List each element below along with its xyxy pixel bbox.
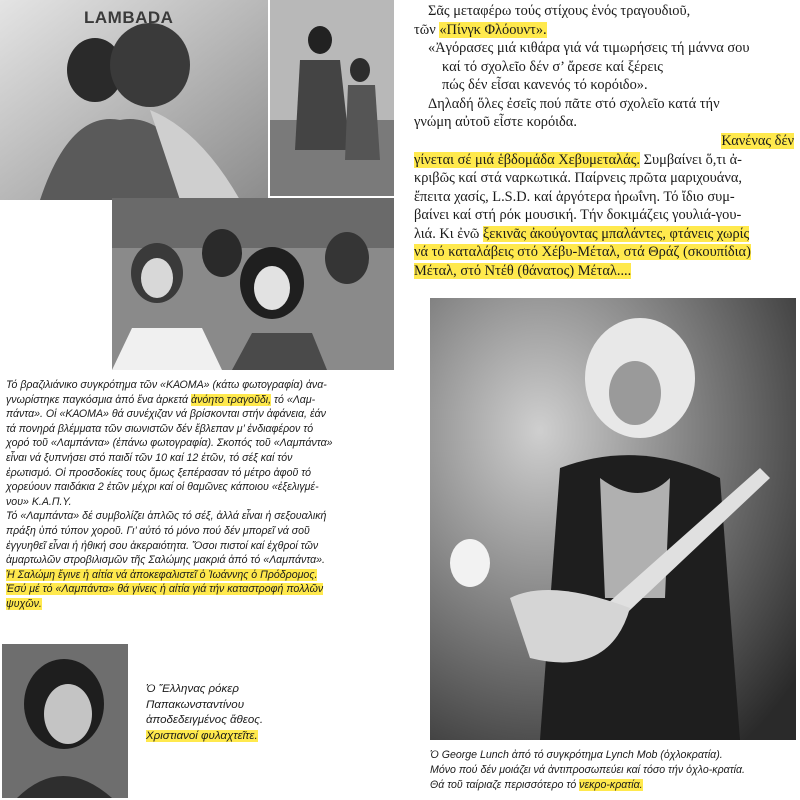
text-line <box>414 132 794 151</box>
text-line: κριβῶς καί στά ναρκωτικά. Παίρνεις πρῶτα μαριχουάνα, <box>414 170 742 186</box>
highlight: Ἡ Σαλώμη ἔγινε ἡ αἰτία νά ἀποκεφαλιστεῖ ὁ Ἰωάννης ὁ Πρόδρομος. <box>6 568 318 581</box>
kaoma-band-photo <box>112 198 394 370</box>
highlight: Κανένας δέν <box>721 133 794 149</box>
text-line: λιά. Κι ἐνῶ ξεκινᾶς ἀκούγοντας μπαλάντες, φτάνεις χωρίς <box>414 225 750 242</box>
highlight: ψυχῶν. <box>6 597 42 610</box>
text-line: ἁμαρτωλῶν στροβιλισμῶν τῆς Σαλώμης μακριά ἀπό τό «Λαμπάντα». <box>6 554 325 567</box>
greek-rocker-photo <box>2 644 128 798</box>
text-line: πάντα». Οἱ «ΚΑΟΜΑ» θά συνέχιζαν νά βρίσκονται στήν ἀφάνεια, ἐάν <box>6 408 326 421</box>
text-line: γίνεται σέ μιά ἑβδομάδα Χεβυμεταλάς. Συμβαίνει ὅ,τι ἀ- <box>414 151 742 168</box>
highlight: «Πίνγκ Φλόουντ». <box>439 21 547 38</box>
text-line <box>414 243 794 262</box>
text-line: ἔπειτα χασίς, L.S.D. καί ἀργότερα ἡρωΐνη. Τό ἴδιο συμ- <box>414 188 735 205</box>
text-line: γνώμη αὐτοῦ εἶστε κορόιδα. <box>414 114 577 130</box>
text-line <box>146 729 263 745</box>
text-line: πώς δέν εἶσαι κανενός τό κορόιδο». <box>442 77 648 93</box>
lambada-dancers-photo <box>0 0 268 200</box>
lambada-label: LAMBADA <box>84 8 174 27</box>
guitarist-photo <box>430 298 796 740</box>
text-line: Ὁ Ἕλληνας ρόκερ <box>146 683 239 695</box>
text-line: Τό «Λαμπάντα» δέ συμβολίζει ἁπλῶς τό σέξ, ἀλλά εἶναι ἡ σεξουαλική <box>6 510 327 523</box>
text-line: νου» Κ.Α.Π.Υ. <box>6 495 72 508</box>
text-line: Θά τοῦ ταίριαζε περισσότερο τό νεκρο-κρατία. <box>430 779 643 791</box>
text-line <box>6 568 402 583</box>
text-line: βαίνει καί στή ρόκ μουσική. Τήν δοκιμάζεις γουλιά-γου- <box>414 207 742 223</box>
text-line: Ὁ George Lunch ἀπό τό συγκρότημα Lynch Mob (ὀχλοκρατία). <box>430 749 723 761</box>
song-lyrics-text <box>414 2 794 132</box>
highlight: ξεκινᾶς ἀκούγοντας μπαλάντες, φτάνεις χωρίς <box>482 225 750 242</box>
highlight: Ἐσύ μέ τό «Λαμπάντα» θά γίνεις ἡ αἰτία γιά τήν καταστροφή πολλῶν <box>6 583 324 596</box>
text-line: τῶν «Πίνγκ Φλόουντ». <box>414 21 547 38</box>
text-line: χορό τοῦ «Λαμπάντα» (ἐπάνω φωτογραφία). Σκοπός τοῦ «Λαμπάντα» <box>6 437 333 450</box>
text-line: γνωρίστηκε παγκόσμια ἀπό ἕνα ἀρκετά ἀνόητο τραγοῦδι, τό «Λαμ- <box>6 393 316 406</box>
text-line: ἐρωτισμό. Οἱ προσδοκίες τους ὅμως ξεπέρασαν τό μέτρο ἀφοῦ τό <box>6 466 312 479</box>
heavy-metal-paragraph <box>414 132 794 280</box>
text-line: πράξη ὑπό τύπον χοροῦ. Γι’ αὐτό τό μόνο πού δέν μπορεῖ νά σοῦ <box>6 524 310 537</box>
highlight: Χριστιανοί φυλαχτεῖτε. <box>146 729 258 742</box>
text-line: Τό βραζιλιάνικο συγκρότημα τῶν «ΚΑΟΜΑ» (κάτω φωτογραφία) ἀνα- <box>6 379 327 391</box>
highlight: ἀνόητο τραγοῦδι, <box>191 393 272 406</box>
text-line: Δηλαδή ὅλες ἐσεῖς πού πᾶτε στό σχολεῖο κατά τήν <box>428 95 720 112</box>
guitarist-caption <box>430 748 745 793</box>
text-line: ἐγγυηθεῖ εἶναι ἡ ἠθική σου ἀκεραιότητα. Ὅσοι πιστοί καί ἐχθροί τῶν <box>6 539 319 552</box>
rocker-caption <box>146 682 263 744</box>
text-line <box>6 582 402 597</box>
text-line: «Ἀγόρασες μιά κιθάρα γιά νά τιμωρήσεις τή μάννα σου <box>428 40 750 56</box>
highlight: γίνεται σέ μιά ἑβδομάδα Χεβυμεταλάς. <box>414 151 640 168</box>
text-line: εἶναι νά ξυπνήσει στό παιδί τῶν 10 καί 12 ἐτῶν, τό σέξ καί τόν <box>6 451 293 464</box>
highlight: νεκρο-κρατία. <box>579 779 643 791</box>
text-line <box>414 262 794 281</box>
kaoma-article-text <box>6 378 402 612</box>
text-line: τά πονηρά βλέμματα τῶν σιωνιστῶν δέν ἔβλεπαν μ’ ἐνδιαφέρον τό <box>6 422 314 435</box>
text-line: χορεύουν παιδάκια 2 ἐτῶν μέχρι καί οἱ θαμῶνες κάποιου «ἐξελιγμέ- <box>6 481 319 494</box>
highlight: νά τό καταλάβεις στό Χέβυ-Μέταλ, στά Θράζ (σκουπίδια) <box>414 244 751 260</box>
text-line: ἀποδεδειγμένος ἄθεος. <box>146 714 264 726</box>
text-line: καί τό σχολεῖο δέν σ’ ἄρεσε καί ξέρεις <box>442 58 663 75</box>
text-line: Μόνο πού δέν μοιάζει νά ἀντιπροσωπεύει καί τόσο τήν ὀχλο-κρατία. <box>430 764 746 776</box>
text-line: Παπακωνσταντίνου <box>146 698 245 711</box>
text-line: Σᾶς μεταφέρω τούς στίχους ἑνός τραγουδιοῦ, <box>428 3 691 19</box>
highlight: Μέταλ, στό Ντέθ (θάνατος) Μέταλ.... <box>414 262 632 279</box>
dancing-couple-photo <box>270 0 394 196</box>
text-line <box>6 597 402 612</box>
